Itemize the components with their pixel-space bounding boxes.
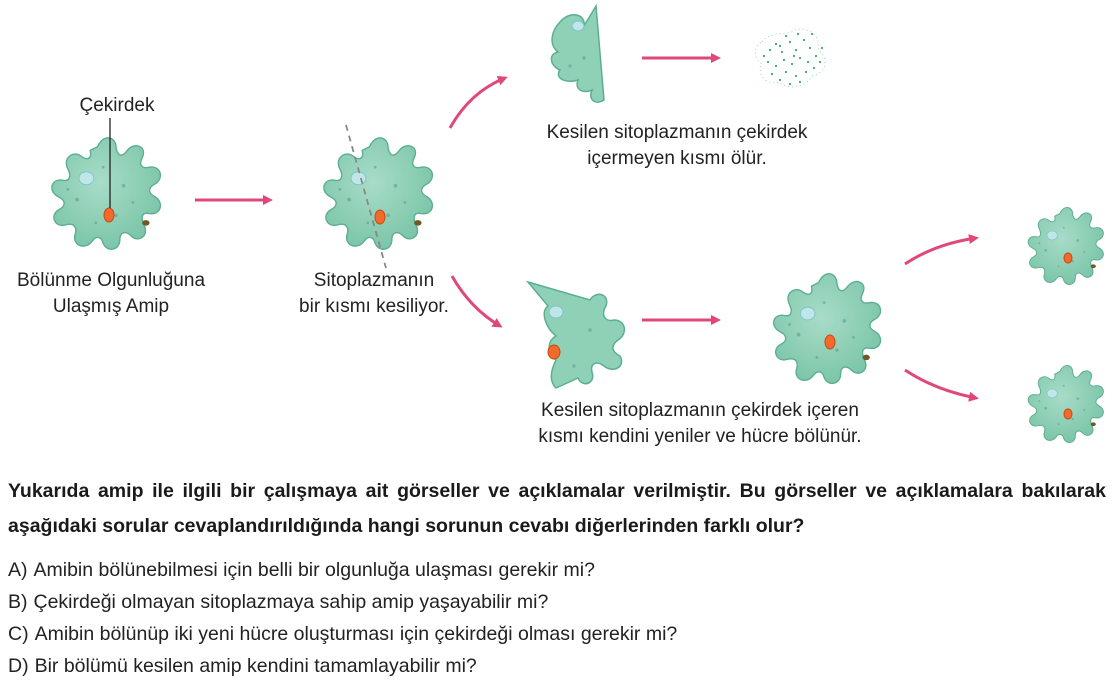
option-b-letter: B)	[8, 591, 28, 613]
upper-branch-label-line2: içermeyen kısmı ölür.	[587, 148, 767, 169]
nucleus-icon	[375, 210, 385, 224]
option-b[interactable]	[8, 586, 1106, 618]
stage1-label	[6, 268, 216, 320]
cut-amoeba	[324, 138, 433, 249]
stage1-label-line1: Bölünme Olgunluğuna	[16, 270, 206, 291]
question-stem: Yukarıda amip ile ilgili bir çalışmaya ait görseller ve açıklamalar verilmiştir. Bu görseller ve açıklamalara bakılarak aşağıdaki sorular cevaplandırıldığında hangi sorunun cevabı diğerlerinden farklı olur?	[8, 480, 1106, 537]
upper-branch-label-line1: Kesilen sitoplazmanın çekirdek	[546, 122, 808, 143]
answer-options	[8, 554, 1106, 682]
option-a[interactable]	[8, 554, 1106, 586]
arrow-to-daughter-cell-1	[905, 238, 976, 264]
stage2-label-line1: Sitoplazmanın	[313, 270, 435, 291]
option-c[interactable]	[8, 618, 1106, 650]
cut-piece-without-nucleus	[551, 6, 604, 102]
option-a-letter: A)	[8, 559, 28, 581]
stage2-label-line2: bir kısmı kesiliyor.	[299, 296, 449, 317]
cut-piece-with-nucleus	[528, 282, 624, 388]
option-d-letter: D)	[8, 655, 29, 677]
mature-amoeba	[52, 138, 161, 249]
arrow-to-upper-branch	[450, 78, 505, 128]
nucleus-icon	[825, 335, 835, 349]
option-d[interactable]	[8, 650, 1106, 682]
stage2-label	[274, 268, 474, 320]
lower-branch-label	[510, 398, 890, 450]
nucleus-label: Çekirdek	[79, 95, 155, 116]
dead-cell-speckles	[755, 29, 825, 87]
option-b-text: Çekirdeği olmayan sitoplazmaya sahip amip yaşayabilir mi?	[33, 591, 549, 613]
lower-branch-label-line2: kısmı kendini yeniler ve hücre bölünür.	[538, 426, 862, 447]
arrow-to-daughter-cell-2	[905, 370, 976, 398]
daughter-amoeba-2	[1028, 365, 1103, 442]
nucleus-icon	[104, 208, 114, 222]
stage1-label-line2: Ulaşmış Amip	[52, 296, 170, 317]
regenerated-amoeba	[774, 274, 881, 384]
option-c-text: Amibin bölünüp iki yeni hücre oluşturması için çekirdeği olması gerekir mi?	[34, 623, 678, 645]
daughter-amoeba-1	[1028, 207, 1103, 284]
option-d-text: Bir bölümü kesilen amip kendini tamamlayabilir mi?	[34, 655, 477, 677]
upper-branch-label	[522, 120, 832, 172]
nucleus-icon	[1064, 409, 1072, 419]
option-c-letter: C)	[8, 623, 29, 645]
lower-branch-label-line1: Kesilen sitoplazmanın çekirdek içeren	[541, 400, 859, 421]
nucleus-icon	[1064, 253, 1072, 263]
option-a-text: Amibin bölünebilmesi için belli bir olgunluğa ulaşması gerekir mi?	[33, 559, 595, 581]
nucleus-icon	[548, 345, 560, 359]
